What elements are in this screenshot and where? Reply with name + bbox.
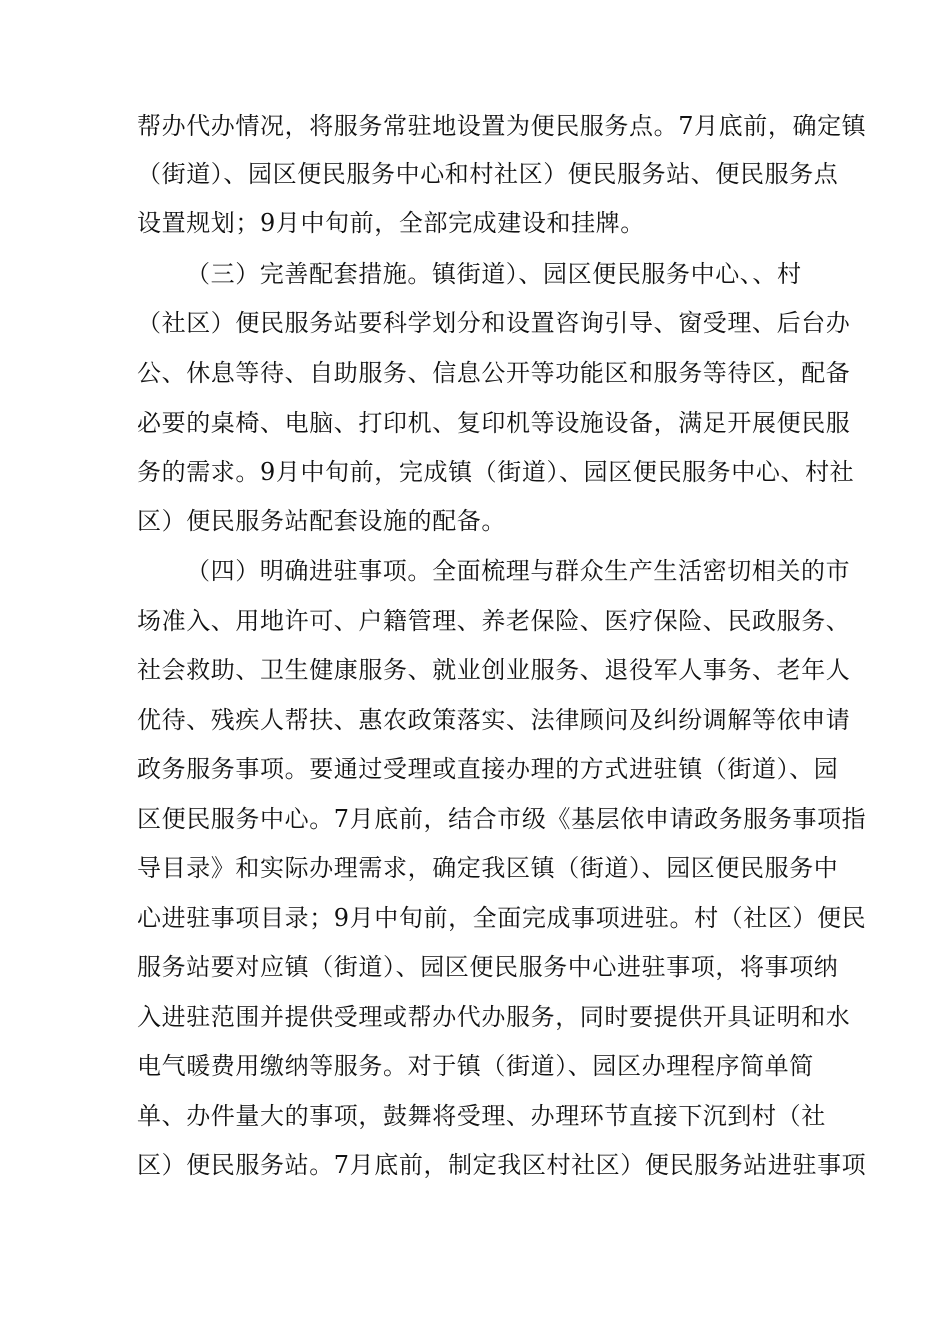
text-line: 单、办件量大的事项，鼓舞将受理、办理环节直接下沉到村（社 (137, 1102, 826, 1130)
text-line: 区便民服务中心。7月底前，结合市级《基层依申请政务服务事项指 (137, 805, 867, 833)
text-line: 社会救助、卫生健康服务、就业创业服务、退役军人事务、老年人 (137, 656, 851, 684)
text-line: 优待、残疾人帮扶、惠农政策落实、法律顾问及纠纷调解等依申请 (137, 706, 851, 734)
text-line: 务的需求。9月中旬前，完成镇（街道）、园区便民服务中心、村社 (137, 458, 855, 486)
text-line: 电气暖费用缴纳等服务。对于镇（街道）、园区办理程序简单简 (137, 1052, 814, 1080)
text-line: 心进驻事项目录；9月中旬前，全面完成事项进驻。村（社区）便民 (137, 904, 867, 932)
text-line: 必要的桌椅、电脑、打印机、复印机等设施设备，满足开展便民服 (137, 409, 851, 437)
text-line: 公、休息等待、自助服务、信息公开等功能区和服务等待区，配备 (137, 359, 851, 387)
paragraph-heading-4: （四）明确进驻事项。全面梳理与群众生产生活密切相关的市 (186, 557, 851, 585)
text-line: 区）便民服务站。7月底前，制定我区村社区）便民服务站进驻事项 (137, 1151, 867, 1179)
text-line: （街道）、园区便民服务中心和村社区）便民服务站、便民服务点 (137, 160, 839, 188)
paragraph-heading-3: （三）完善配套措施。镇街道）、园区便民服务中心、、村 (186, 260, 802, 288)
text-line: （社区）便民服务站要科学划分和设置咨询引导、窗受理、后台办 (137, 309, 851, 337)
text-line: 入进驻范围并提供受理或帮办代办服务，同时要提供开具证明和水 (137, 1003, 851, 1031)
text-line: 区）便民服务站配套设施的配备。 (137, 507, 506, 535)
text-line: 场准入、用地许可、户籍管理、养老保险、医疗保险、民政服务、 (137, 607, 851, 635)
text-line: 导目录》和实际办理需求，确定我区镇（街道）、园区便民服务中 (137, 854, 839, 882)
text-line: 设置规划；9月中旬前，全部完成建设和挂牌。 (137, 209, 645, 237)
text-line: 政务服务事项。要通过受理或直接办理的方式进驻镇（街道）、园 (137, 755, 839, 783)
text-line: 帮办代办情况，将服务常驻地设置为便民服务点。7月底前，确定镇 (137, 112, 867, 140)
text-line: 服务站要对应镇（街道）、园区便民服务中心进驻事项，将事项纳 (137, 953, 839, 981)
